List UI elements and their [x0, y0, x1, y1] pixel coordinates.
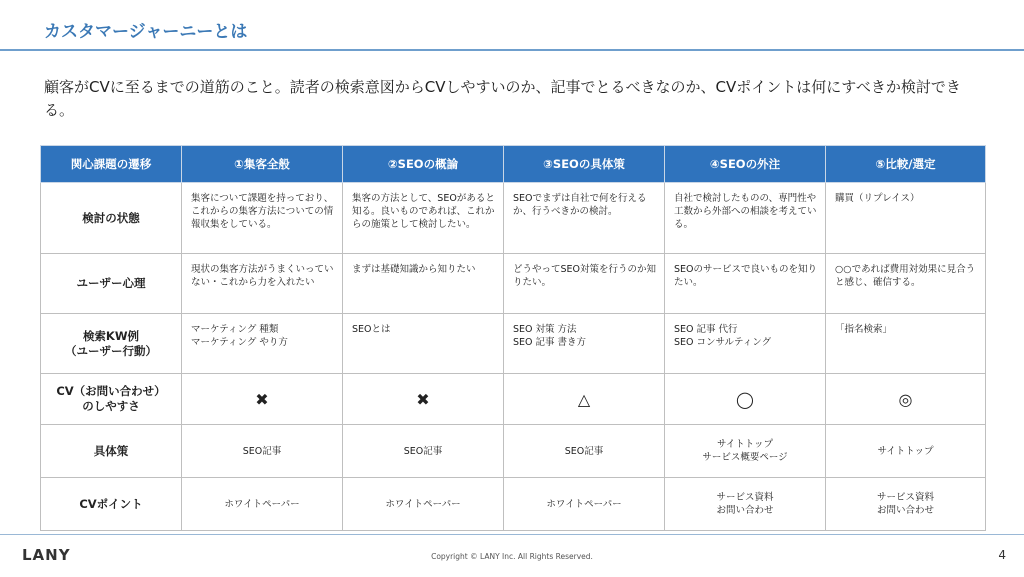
table-cell: 購買（リプレイス） — [826, 183, 986, 254]
table-cell: SEOでまずは自社で何を行えるか、行うべきかの検討。 — [504, 183, 665, 254]
table-cell: SEOのサービスで良いものを知りたい。 — [665, 254, 826, 314]
header-cell: ③SEOの具体策 — [504, 146, 665, 183]
table-cell: まずは基礎知識から知りたい — [343, 254, 504, 314]
table-row — [41, 254, 986, 314]
cv-mark: ◎ — [826, 374, 986, 425]
row-label: CVポイント — [41, 478, 182, 531]
table-cell: ホワイトペーパー — [182, 478, 343, 531]
table-cell: 「指名検索」 — [826, 314, 986, 374]
table-cell: SEO 記事 代行 SEO コンサルティング — [665, 314, 826, 374]
customer-journey-table — [40, 145, 986, 531]
slide-title: カスタマージャーニーとは — [44, 22, 248, 42]
copyright-text: Copyright © LANY Inc. All Rights Reserved. — [431, 552, 593, 561]
row-label: ユーザー心理 — [41, 254, 182, 314]
table-row — [41, 183, 986, 254]
cv-mark: ✖ — [343, 374, 504, 425]
table-row — [41, 478, 986, 531]
header-cell: ⑤比較/選定 — [826, 146, 986, 183]
table-header-row — [41, 146, 986, 183]
page-number: 4 — [998, 548, 1006, 562]
cv-mark: ✖ — [182, 374, 343, 425]
table-cell: SEO記事 — [343, 425, 504, 478]
table-cell: ホワイトペーパー — [343, 478, 504, 531]
row-label: 検索KW例 （ユーザー行動） — [41, 314, 182, 374]
table-cell: ○○であれば費用対効果に見合うと感じ、確信する。 — [826, 254, 986, 314]
cv-mark: △ — [504, 374, 665, 425]
cv-mark: ◯ — [665, 374, 826, 425]
table-cell: SEO記事 — [182, 425, 343, 478]
table-row — [41, 425, 986, 478]
table-cell: 自社で検討したものの、専門性や工数から外部への相談を考えている。 — [665, 183, 826, 254]
table-cell: マーケティング 種類 マーケティング やり方 — [182, 314, 343, 374]
table-cell: 集客の方法として、SEOがあると知る。良いものであれば、これからの施策として検討したい。 — [343, 183, 504, 254]
title-divider — [0, 49, 1024, 51]
table-cell: サービス資料 お問い合わせ — [826, 478, 986, 531]
table-cell: 現状の集客方法がうまくいっていない・これから力を入れたい — [182, 254, 343, 314]
header-cell: ④SEOの外注 — [665, 146, 826, 183]
company-logo: LANY — [22, 546, 71, 564]
table-row — [41, 374, 986, 425]
table-row — [41, 314, 986, 374]
table-cell: サービス資料 お問い合わせ — [665, 478, 826, 531]
table-cell: SEO 対策 方法 SEO 記事 書き方 — [504, 314, 665, 374]
table-cell: サイトトップ — [826, 425, 986, 478]
table-cell: SEO記事 — [504, 425, 665, 478]
table-cell: SEOとは — [343, 314, 504, 374]
row-label: 検討の状態 — [41, 183, 182, 254]
header-cell: 関心課題の遷移 — [41, 146, 182, 183]
row-label: 具体策 — [41, 425, 182, 478]
table-cell: どうやってSEO対策を行うのか知りたい。 — [504, 254, 665, 314]
header-cell: ①集客全般 — [182, 146, 343, 183]
footer-divider — [0, 534, 1024, 535]
table-cell: 集客について課題を持っており、これからの集客方法についての情報収集をしている。 — [182, 183, 343, 254]
row-label: CV（お問い合わせ） のしやすさ — [41, 374, 182, 425]
table-cell: ホワイトペーパー — [504, 478, 665, 531]
table-cell: サイトトップ サービス概要ページ — [665, 425, 826, 478]
header-cell: ②SEOの概論 — [343, 146, 504, 183]
lead-text: 顧客がCVに至るまでの道筋のこと。読者の検索意図からCVしやすいのか、記事でとるべきなのか、CVポイントは何にすべきか検討できる。 — [44, 78, 961, 119]
